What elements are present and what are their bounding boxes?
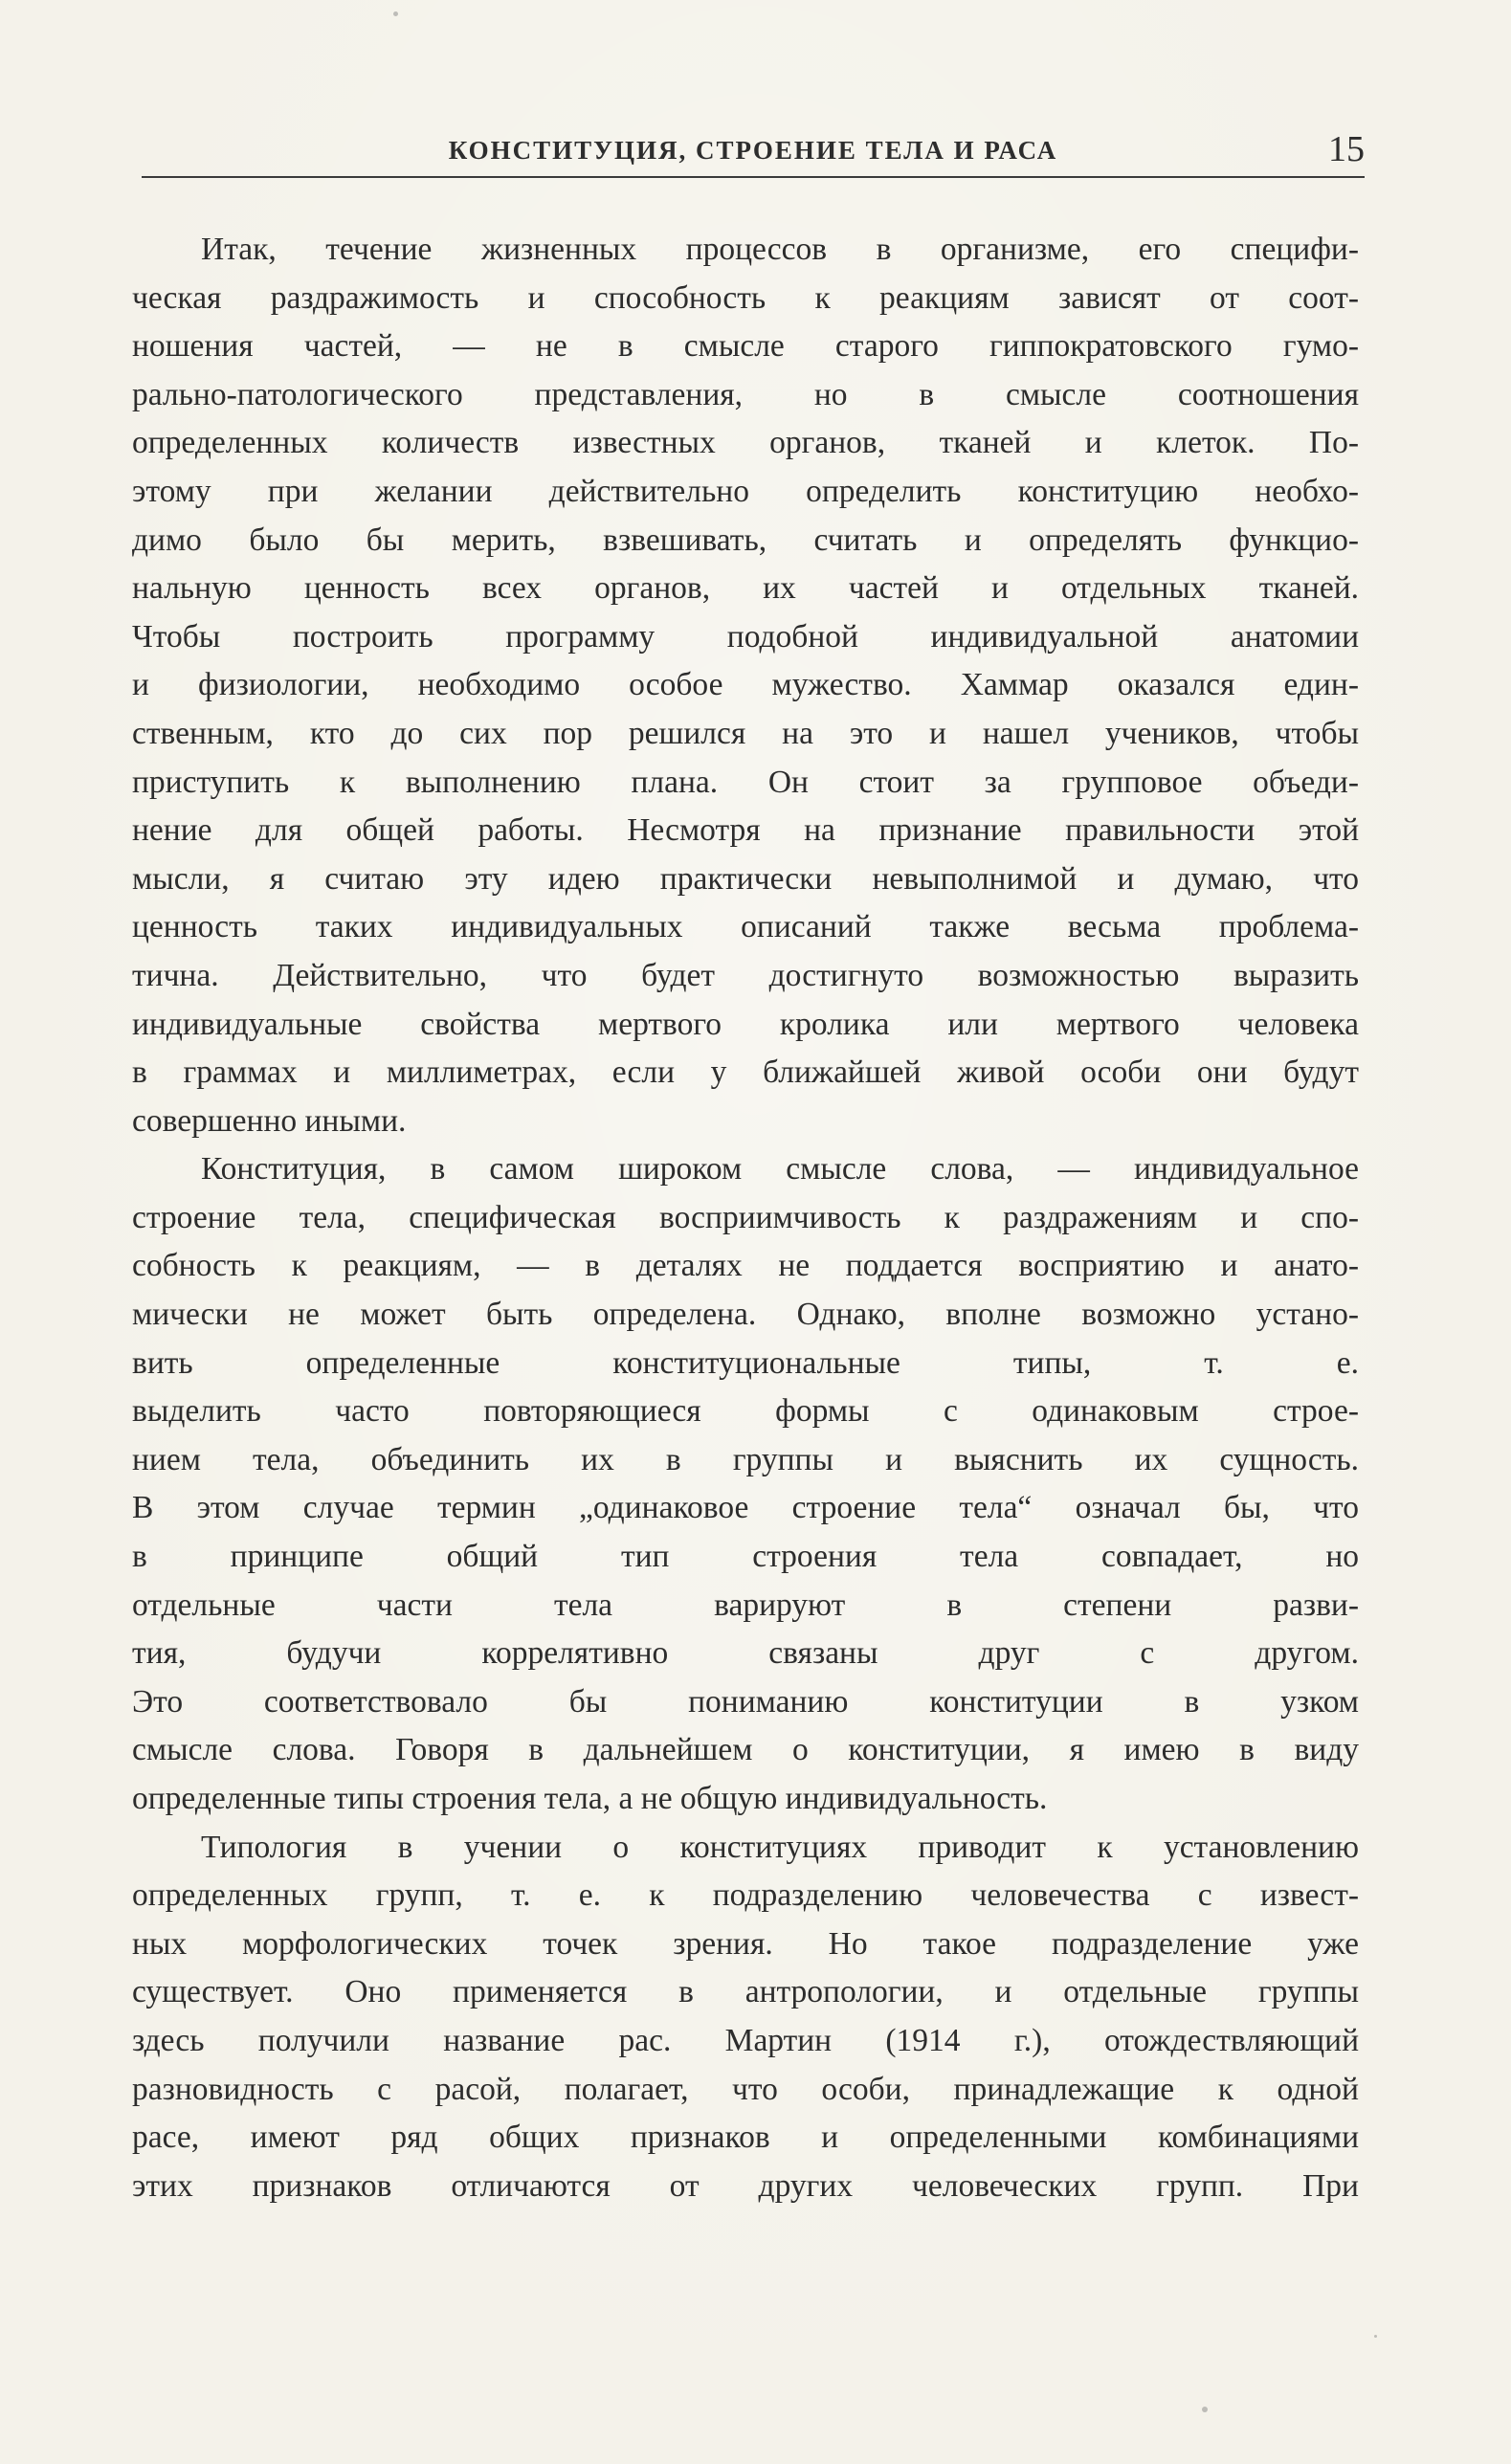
text-line: этих признаков отличаются от других человеческих групп. При [132, 2167, 1359, 2204]
text-line: ценность таких индивидуальных описаний также весьма проблема- [132, 909, 1359, 945]
text-line: Конституция, в самом широком смысле слова, — индивидуальное [201, 1151, 1359, 1188]
text-line: расе, имеют ряд общих признаков и определенными комбинациями [132, 2120, 1359, 2156]
text-line: ношения частей, — не в смысле старого гиппократовского гумо- [132, 328, 1359, 365]
page-header [142, 122, 1365, 178]
text-line: ческая раздражимость и способность к реакциям зависят от соот- [132, 279, 1359, 316]
text-line: индивидуальные свойства мертвого кролика или мертвого человека [132, 1006, 1359, 1042]
paper-speck [393, 11, 398, 16]
text-line: рально-патологического представления, но в смысле соотношения [132, 376, 1359, 412]
running-head: КОНСТИТУЦИЯ, СТРОЕНИЕ ТЕЛА И РАСА [448, 136, 1058, 165]
text-line: здесь получили название рас. Мартин (1914 г.), отождествляющий [132, 2022, 1359, 2058]
text-line: вить определенные конституциональные типы, т. е. [132, 1344, 1359, 1381]
text-line: В этом случае термин „одинаковое строение тела“ означал бы, что [132, 1490, 1359, 1526]
text-line: и физиологии, необходимо особое мужество. Хаммар оказался един- [132, 667, 1359, 703]
paragraph-1 [132, 226, 1359, 1145]
text-line: в граммах и миллиметрах, если у ближайшей живой особи они будут [132, 1054, 1359, 1091]
text-line: нием тела, объединить их в группы и выяснить их сущность. [132, 1441, 1359, 1477]
text-line: смысле слова. Говоря в дальнейшем о конституции, я имею в виду [132, 1732, 1359, 1768]
paragraph-2 [132, 1145, 1359, 1823]
page-number: 15 [1328, 129, 1365, 169]
text-line: ственным, кто до сих пор решился на это и нашел учеников, чтобы [132, 715, 1359, 751]
text-line: Чтобы построить программу подобной индивидуальной анатомии [132, 618, 1359, 655]
text-line: определенные типы строения тела, а не общую индивидуальность. [132, 1781, 1048, 1816]
text-line: выделить часто повторяющиеся формы с одинаковым строе- [132, 1393, 1359, 1430]
text-line: Это соответствовало бы пониманию конституции в узком [132, 1683, 1359, 1720]
text-line: строение тела, специфическая восприимчивость к раздражениям и спо- [132, 1199, 1359, 1235]
text-line: ных морфологических точек зрения. Но такое подразделение уже [132, 1925, 1359, 1962]
text-line: тична. Действительно, что будет достигнуто возможностью выразить [132, 957, 1359, 993]
text-line: определенных количеств известных органов, тканей и клеток. По- [132, 425, 1359, 461]
text-line: Типология в учении о конституциях приводит к установлению [201, 1829, 1359, 1865]
paper-speck [1374, 2335, 1377, 2338]
text-line: совершенно иными. [132, 1102, 407, 1139]
text-line: димо было бы мерить, взвешивать, считать и определять функцио- [132, 522, 1359, 558]
text-line: нальную ценность всех органов, их частей и отдельных тканей. [132, 570, 1359, 607]
text-line: Итак, течение жизненных процессов в организме, его специфи- [201, 232, 1359, 267]
text-line: мически не может быть определена. Однако, вполне возможно устано- [132, 1297, 1359, 1333]
text-line: приступить к выполнению плана. Он стоит за групповое объеди- [132, 764, 1359, 800]
text-line: тия, будучи коррелятивно связаны друг с другом. [132, 1635, 1359, 1672]
text-line: разновидность с расой, полагает, что особи, принадлежащие к одной [132, 2071, 1359, 2107]
text-line: этому при желании действительно определить конституцию необхо- [132, 473, 1359, 509]
paragraph-3 [132, 1824, 1359, 2211]
text-line: существует. Оно применяется в антропологии, и отдельные группы [132, 1974, 1359, 2010]
page-body [132, 226, 1359, 2210]
paper-speck [1202, 2407, 1208, 2412]
text-line: мысли, я считаю эту идею практически невыполнимой и думаю, что [132, 860, 1359, 897]
text-line: отдельные части тела варируют в степени разви- [132, 1587, 1359, 1623]
text-line: нение для общей работы. Несмотря на признание правильности этой [132, 812, 1359, 849]
text-line: в принципе общий тип строения тела совпадает, но [132, 1539, 1359, 1575]
text-line: собность к реакциям, — в деталях не поддается восприятию и анато- [132, 1248, 1359, 1284]
text-line: определенных групп, т. е. к подразделению человечества с извест- [132, 1877, 1359, 1914]
